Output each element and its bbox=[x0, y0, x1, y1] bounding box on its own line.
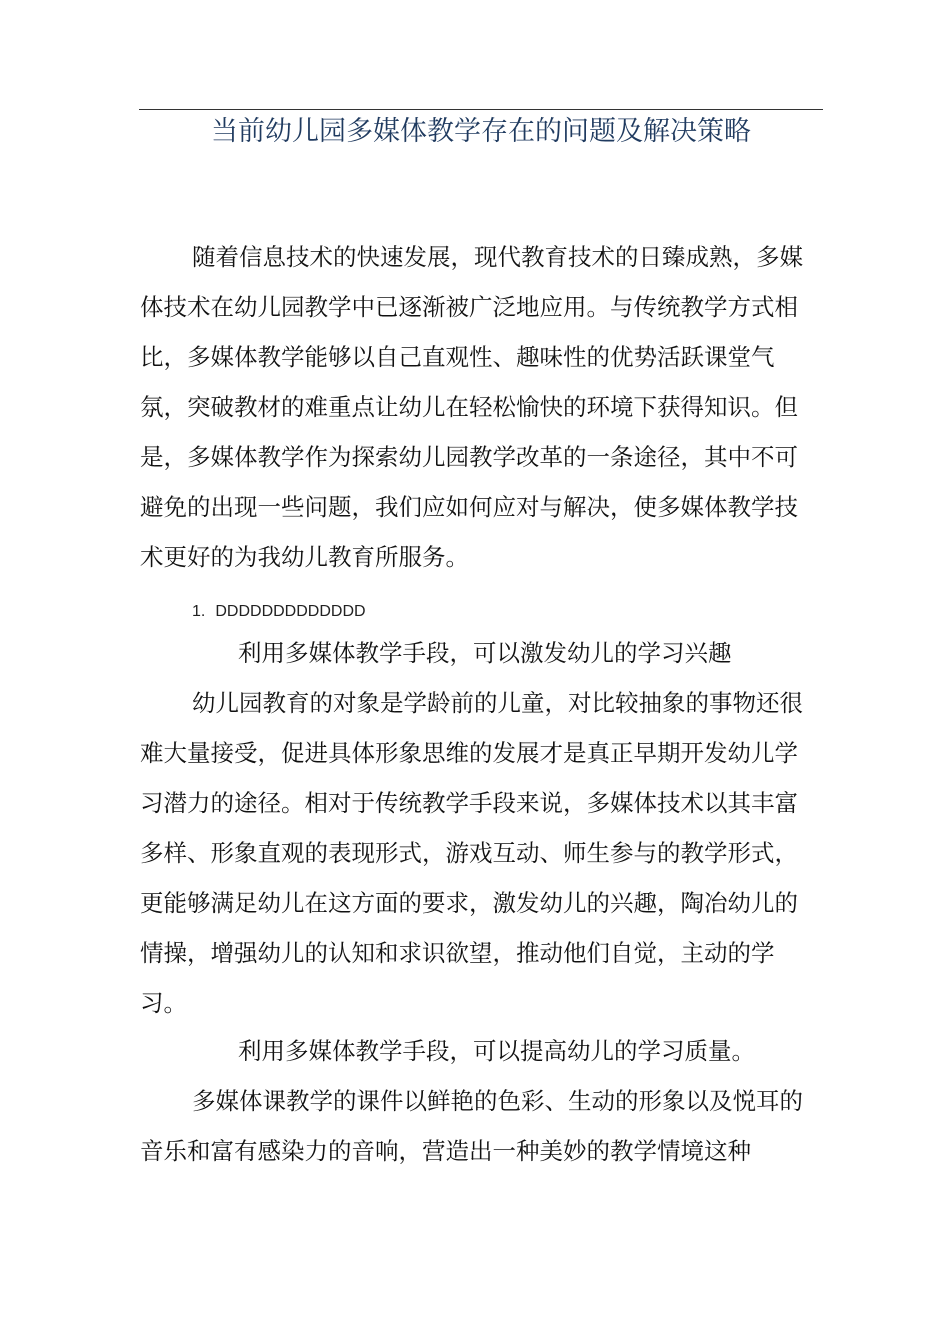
section-heading-quality: 利用多媒体教学手段，可以提高幼儿的学习质量。 bbox=[238, 1037, 755, 1065]
section-paragraph-quality: 多媒体课教学的课件以鲜艳的色彩、生动的形象以及悦耳的音乐和富有感染力的音响，营造出一种美妙的教学情境这种 bbox=[140, 1087, 803, 1165]
list-item-text: DDDDDDDDDDDDD bbox=[215, 603, 366, 620]
intro-paragraph: 随着信息技术的快速发展，现代教育技术的日臻成熟，多媒体技术在幼儿园教学中已逐渐被广泛地应用。与传统教学方式相比，多媒体教学能够以自己直观性、趣味性的优势活跃课堂气氛，突破教材的难重点让幼儿在轻松愉快的环境下获得知识。但是，多媒体教学作为探索幼儿园教学改革的一条途径，其中不可避免的出现一些问题，我们应如何应对与解决，使多媒体教学技术更好的为我幼儿教育所服务。 bbox=[140, 243, 803, 571]
section-paragraph-interest: 幼儿园教育的对象是学龄前的儿童，对比较抽象的事物还很难大量接受，促进具体形象思维的发展才是真正早期开发幼儿学习潜力的途径。相对于传统教学手段来说，多媒体技术以其丰富多样、形象直观的表现形式，游戏互动、师生参与的教学形式，更能够满足幼儿在这方面的要求，激发幼儿的兴趣，陶冶幼儿的情操，增强幼儿的认知和求识欲望，推动他们自觉，主动的学习。 bbox=[140, 689, 803, 1017]
document-title: 当前幼儿园多媒体教学存在的问题及解决策略 bbox=[211, 116, 751, 147]
list-item-number: 1. bbox=[192, 603, 206, 620]
list-item bbox=[192, 600, 366, 624]
header-rule bbox=[139, 109, 823, 110]
section-heading-interest: 利用多媒体教学手段，可以激发幼儿的学习兴趣 bbox=[238, 639, 732, 667]
